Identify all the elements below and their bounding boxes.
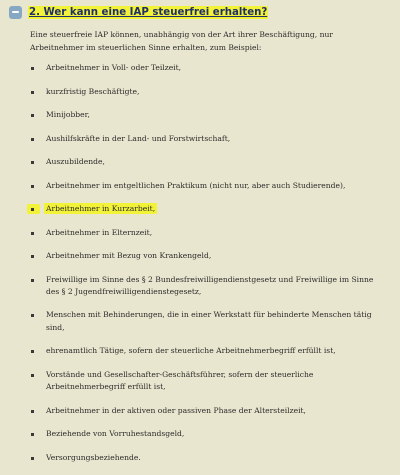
list-item <box>30 405 386 417</box>
bullet-icon <box>31 279 34 282</box>
bullet-icon <box>31 138 34 141</box>
list-item <box>30 133 386 145</box>
list-item <box>30 250 386 262</box>
list-item <box>30 428 386 440</box>
list-item <box>30 86 386 98</box>
list-item-text: Arbeitnehmer mit Bezug von Krankengeld, <box>46 251 212 260</box>
bullet-icon <box>31 185 34 188</box>
bullet-icon <box>31 255 34 258</box>
bullet-icon <box>31 91 34 94</box>
list-item-text: Vorstände und Gesellschafter-Geschäftsführer, sofern der steuerliche Arbeitnehmerbegriff erfüllt ist, <box>46 369 314 392</box>
list-item <box>30 62 386 74</box>
list-item-text: Arbeitnehmer im entgeltlichen Praktikum (nicht nur, aber auch Studierende), <box>46 180 346 190</box>
list-item-text: Beziehende von Vorruhestandsgeld, <box>46 429 185 439</box>
list-item-text: Arbeitnehmer in Voll- oder Teilzeit, <box>46 63 182 72</box>
bullet-icon <box>31 67 34 70</box>
bullet-icon <box>31 457 34 460</box>
list-item <box>30 109 386 121</box>
bullet-icon <box>31 410 34 413</box>
bullet-icon <box>31 114 34 117</box>
list-item <box>30 309 386 334</box>
bullet-icon <box>31 161 34 164</box>
bullet-icon <box>31 208 34 211</box>
list-item <box>30 452 386 464</box>
list-item <box>30 156 386 168</box>
list-item-text: Arbeitnehmer in Elternzeit, <box>46 227 153 237</box>
list-item-text: Menschen mit Behinderungen, die in einer Werkstatt für behinderte Menschen tätig sind, <box>46 310 372 332</box>
list-item <box>30 274 386 299</box>
list-item-text: Aushilfskräfte in der Land- und Forstwirtschaft, <box>46 133 231 143</box>
list-item-text: Arbeitnehmer in der aktiven oder passiven Phase der Altersteilzeit, <box>46 405 306 415</box>
bullet-icon <box>31 232 34 235</box>
list-item-highlighted <box>30 203 386 215</box>
list-item-text: Auszubildende, <box>46 157 105 166</box>
minus-icon <box>12 11 19 13</box>
faq-question-title[interactable]: 2. Wer kann eine IAP steuerfrei erhalten? <box>29 6 268 18</box>
faq-intro-text: Eine steuerfreie IAP können, unabhängig von der Art ihrer Beschäftigung, nur Arbeitnehmer im steuerlichen Sinne erhalten, zum Beispiel: <box>30 30 334 52</box>
list-item-text: Minijobber, <box>46 110 90 119</box>
eligible-persons-list <box>30 62 386 475</box>
list-item <box>30 345 386 357</box>
faq-header[interactable] <box>9 3 268 21</box>
bullet-icon <box>31 314 34 317</box>
list-item-text: kurzfristig Beschäftigte, <box>46 86 140 96</box>
bullet-icon <box>31 350 34 353</box>
list-item <box>30 227 386 239</box>
bullet-icon <box>31 433 34 436</box>
collapse-toggle-button[interactable] <box>9 6 22 19</box>
list-item-text: ehrenamtlich Tätige, sofern der steuerliche Arbeitnehmerbegriff erfüllt ist, <box>46 346 336 356</box>
list-item <box>30 180 386 192</box>
bullet-icon <box>31 374 34 377</box>
list-item-text: Versorgungsbeziehende. <box>46 452 141 462</box>
list-item <box>30 369 386 394</box>
list-item-text: Arbeitnehmer in Kurzarbeit, <box>46 204 156 213</box>
list-item-text: Freiwillige im Sinne des § 2 Bundesfreiwilligendienstgesetz und Freiwillige im Sinne des § 2 Jugendfreiwilligendienstegesetz, <box>46 274 374 296</box>
